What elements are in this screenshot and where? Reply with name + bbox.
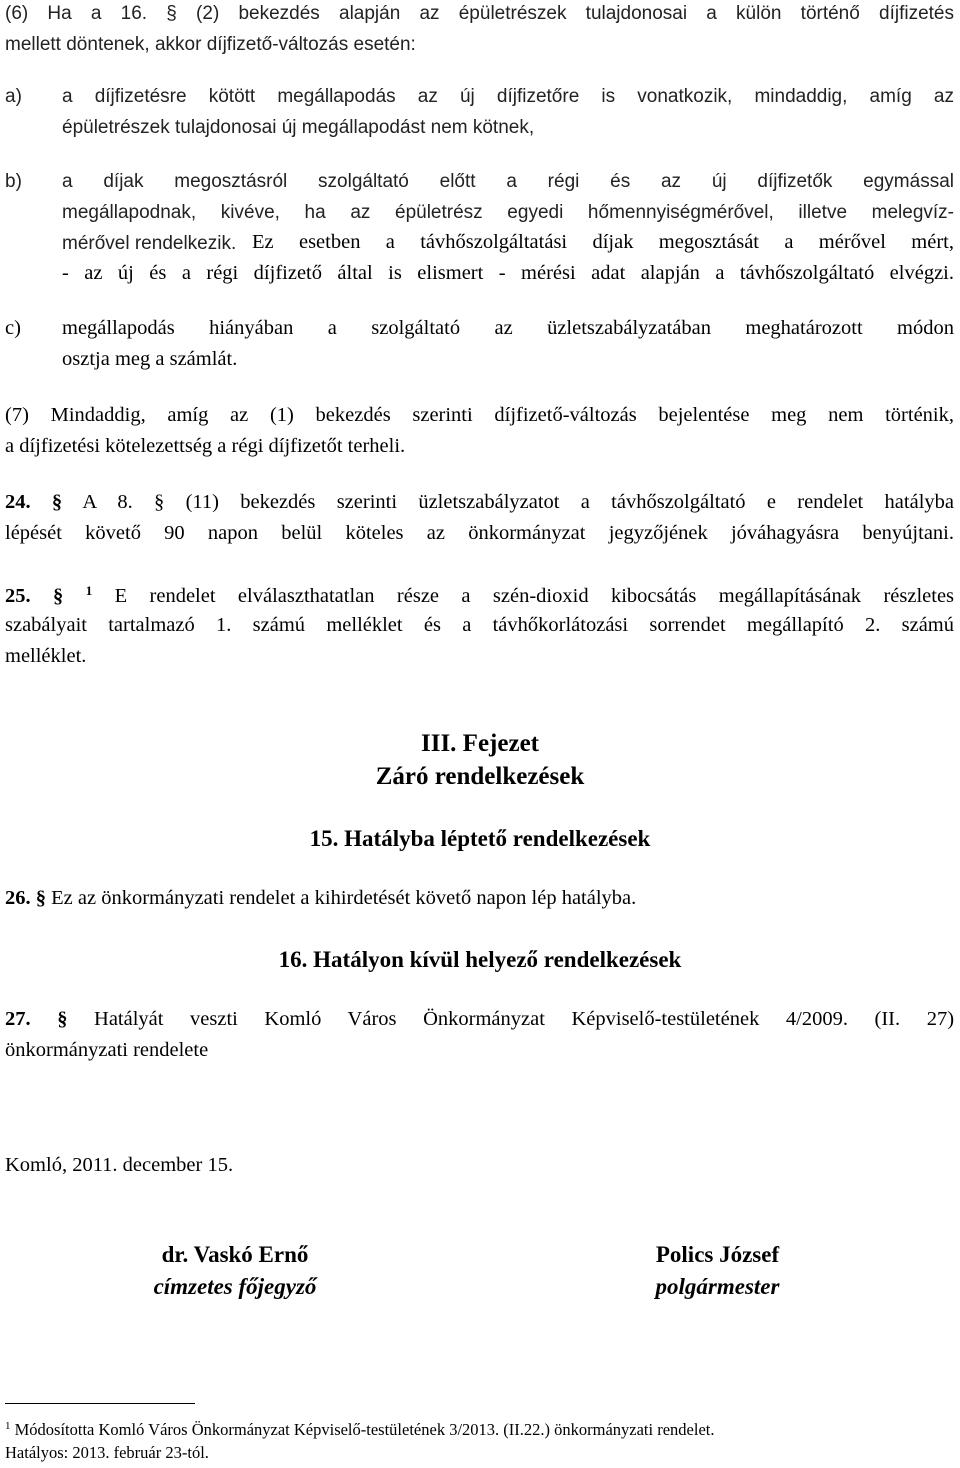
section-16-heading: 16. Hatályon kívül helyező rendelkezések — [278, 947, 682, 972]
section-24-text-1: A 8. § (11) bekezdés szerinti üzletszabályzatot a távhőszolgáltató e rendelet hatályba — [82, 491, 954, 513]
paragraph-7-line-2: a díjfizetési kötelezettség a régi díjfizetőt terheli. — [5, 435, 406, 457]
signatory-left-name: dr. Vaskó Ernő — [161, 1242, 309, 1267]
footnote-separator — [5, 1403, 195, 1404]
item-b-line-1: a díjak megosztásról szolgáltató előtt a régi és az új díjfizetők egymással — [62, 171, 954, 192]
item-c-line-1: megállapodás hiányában a szolgáltató az üzletszabályzatában meghatározott módon — [62, 317, 954, 339]
item-b-line-4: - az új és a régi díjfizető által is elismert - mérési adat alapján a távhőszolgáltató elvégzi. — [62, 262, 954, 284]
item-a-line-1: a díjfizetésre kötött megállapodás az új díjfizetőre is vonatkozik, mindaddig, amíg az — [62, 86, 954, 107]
footnote-reference: 1 — [85, 583, 93, 598]
section-25-text-1: E rendelet elválaszthatatlan része a szén-dioxid kibocsátás megállapításának részletes — [114, 585, 955, 607]
item-a-line-2: épületrészek tulajdonosai új megállapodást nem kötnek, — [62, 117, 535, 138]
section-24-line-2: lépését követő 90 napon belül köteles az önkormányzat jegyzőjének jóváhagyásra benyújtani. — [5, 522, 954, 544]
item-b-line-3a: mérővel rendelkezik. — [62, 233, 237, 254]
section-27-text-1: Hatályát veszti Komló Város Önkormányzat Képviselő-testületének 4/2009. (II. 27) — [94, 1008, 955, 1030]
footnote-text-1: Módosította Komló Város Önkormányzat Képviselő-testületének 3/2013. (II.22.) önkormányzati rendelet. — [14, 1420, 715, 1439]
place-date: Komló, 2011. december 15. — [5, 1154, 234, 1176]
paragraph-6-line-2: mellett döntenek, akkor díjfizető-változás esetén: — [5, 34, 416, 55]
section-25-number: 25. § — [5, 585, 64, 607]
paragraph-7-line-1: (7) Mindaddig, amíg az (1) bekezdés szerinti díjfizető-változás bejelentése meg nem történik, — [5, 404, 954, 426]
paragraph-6-line-1: (6) Ha a 16. § (2) bekezdés alapján az épületrészek tulajdonosai a külön történő díjfizetés — [5, 3, 954, 24]
section-24-line-1 — [5, 492, 954, 513]
footnote-line-1 — [5, 1421, 954, 1439]
section-24-number: 24. § — [5, 491, 63, 513]
item-b-line-2: megállapodnak, kivéve, ha az épületrész egyedi hőmennyiségmérővel, illetve melegvíz- — [62, 202, 954, 223]
signatory-left-title: címzetes főjegyző — [153, 1274, 317, 1299]
chapter-title: Záró rendelkezések — [375, 763, 585, 790]
chapter-number: III. Fejezet — [421, 730, 539, 757]
section-15-heading: 15. Hatályba léptető rendelkezések — [309, 826, 651, 851]
section-25-line-2: szabályait tartalmazó 1. számú melléklet és a távhőkorlátozási sorrendet megállapító 2. számú — [5, 614, 954, 636]
section-26-line — [5, 888, 954, 909]
footnote-mark: 1 — [5, 1420, 11, 1432]
section-27-line-2: önkormányzati rendelete — [5, 1039, 209, 1061]
item-b-label: b) — [5, 171, 22, 192]
item-b-line-3b: Ez esetben a távhőszolgáltatási díjak megosztását a mérővel mért, — [252, 231, 954, 253]
section-27-number: 27. § — [5, 1008, 68, 1030]
signatory-right-name: Polics József — [655, 1242, 780, 1267]
section-25-line-3: melléklet. — [5, 645, 87, 667]
section-25-line-1 — [5, 584, 954, 607]
section-26-number: 26. § — [5, 887, 46, 909]
section-26-text: Ez az önkormányzati rendelet a kihirdetését követő napon lép hatályba. — [51, 887, 637, 909]
item-c-label: c) — [5, 317, 21, 339]
footnote-line-2: Hatályos: 2013. február 23-tól. — [5, 1443, 209, 1462]
section-27-line-1 — [5, 1009, 954, 1030]
signatory-right-title: polgármester — [655, 1274, 780, 1299]
item-a-label: a) — [5, 86, 22, 107]
item-c-line-2: osztja meg a számlát. — [62, 348, 238, 370]
